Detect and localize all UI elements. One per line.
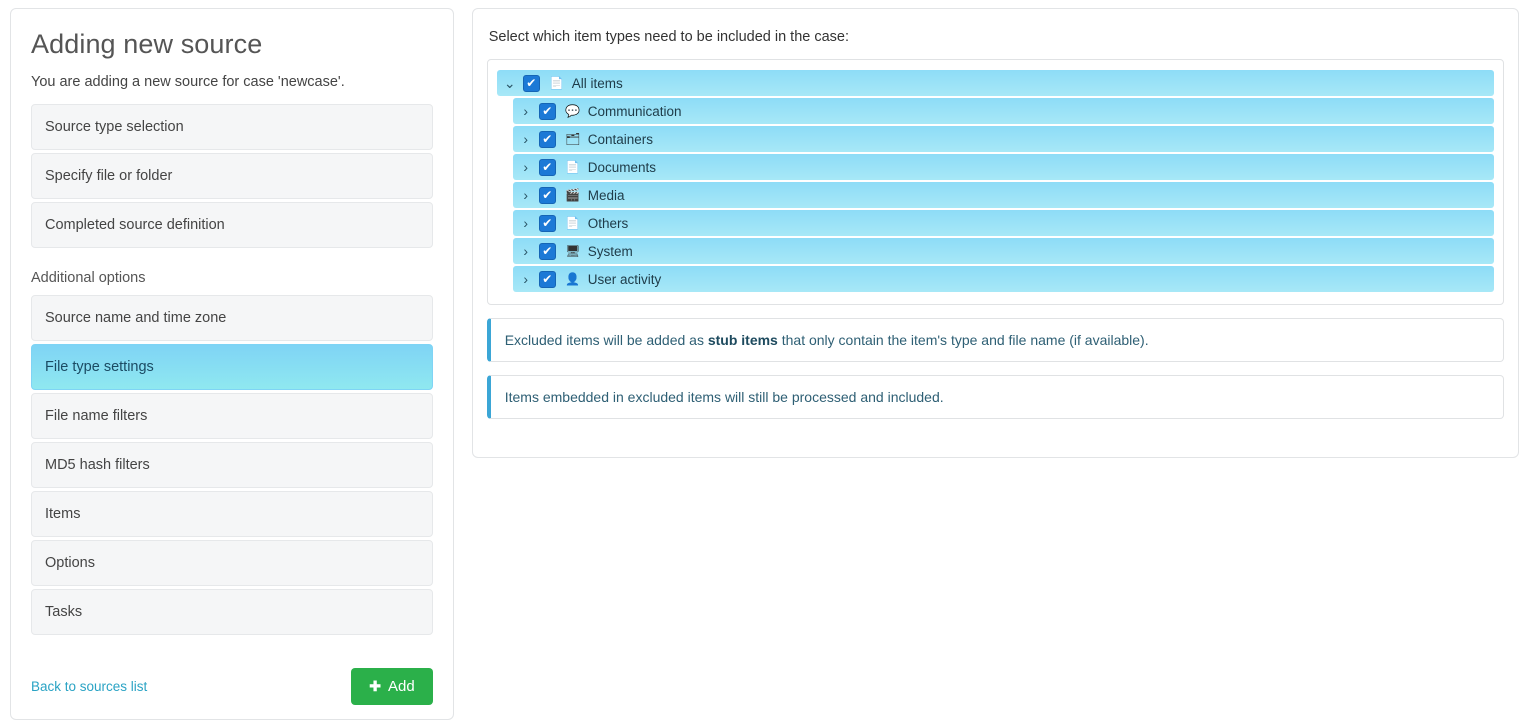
chevron-right-icon[interactable]: › [523,159,529,175]
tree-row[interactable] [513,210,1494,236]
back-to-sources-list-link[interactable]: Back to sources list [31,679,148,694]
tree-node-label: Communication [587,103,682,119]
documents-icon: 📄 [565,160,581,174]
stub-items-note [487,318,1504,362]
embedded-items-note-text: Items embedded in excluded items will still be processed and included. [504,389,944,405]
tree-row[interactable] [513,154,1494,180]
checkbox-all-items[interactable]: ✔ [523,75,540,92]
additional-options-list [31,295,433,635]
tree-row[interactable] [513,98,1494,124]
tree-node-label: Media [587,187,625,203]
step-completed-source-definition[interactable]: Completed source definition [31,202,433,248]
user-activity-icon: 👤 [565,272,581,286]
sidebar-item-source-name-and-time-zone[interactable]: Source name and time zone [31,295,433,341]
checkbox-communication[interactable]: ✔ [539,103,556,120]
checkbox-others[interactable]: ✔ [539,215,556,232]
item-types-instruction: Select which item types need to be included in the case: [488,29,850,45]
page-title: Adding new source [31,29,263,59]
checkbox-media[interactable]: ✔ [539,187,556,204]
wizard-steps [31,104,433,248]
tree-row[interactable] [513,238,1494,264]
communication-icon: 💬 [565,104,581,118]
step-source-type-selection[interactable]: Source type selection [31,104,433,150]
item-type-tree [487,59,1504,305]
add-button-label: Add [388,678,415,695]
chevron-down-icon[interactable]: ⌄ [503,75,516,91]
stub-items-note-suffix: that only contain the item's type and file name (if available). [777,332,1149,348]
tree-row[interactable] [513,126,1494,152]
chevron-right-icon[interactable]: › [523,187,529,203]
tree-node-label: All items [571,75,623,91]
others-icon: 📄 [565,216,581,230]
tree-node-label: Others [587,215,629,231]
tree-row[interactable] [513,266,1494,292]
tree-node-label: Containers [587,131,654,147]
chevron-right-icon[interactable]: › [523,103,529,119]
sidebar-item-tasks[interactable]: Tasks [31,589,433,635]
tree-node-label: System [587,243,633,259]
chevron-right-icon[interactable]: › [523,131,529,147]
page-subtitle: You are adding a new source for case 'newcase'. [31,74,345,90]
chevron-right-icon[interactable]: › [523,243,529,259]
file-type-settings-panel [472,8,1519,458]
containers-icon: 🗂 [565,132,581,146]
stub-items-note-prefix: Excluded items will be added as [504,332,708,348]
sidebar-item-file-name-filters[interactable]: File name filters [31,393,433,439]
system-icon: 🖥 [565,244,581,258]
additional-options-label: Additional options [31,270,146,286]
tree-row[interactable] [497,70,1494,96]
wizard-footer [31,668,433,705]
add-button[interactable] [351,668,432,705]
tree-node-label: Documents [587,159,656,175]
document-icon: 📄 [549,76,565,90]
plus-icon: ✚ [369,678,382,694]
media-icon: 🎬 [565,188,581,202]
sidebar-item-file-type-settings[interactable]: File type settings [31,344,433,390]
checkbox-documents[interactable]: ✔ [539,159,556,176]
step-specify-file-or-folder[interactable]: Specify file or folder [31,153,433,199]
embedded-items-note [487,375,1504,419]
chevron-right-icon[interactable]: › [523,215,529,231]
tree-node-label: User activity [587,271,662,287]
sidebar-item-items[interactable]: Items [31,491,433,537]
sidebar-item-md5-hash-filters[interactable]: MD5 hash filters [31,442,433,488]
checkbox-system[interactable]: ✔ [539,243,556,260]
sidebar-item-options[interactable]: Options [31,540,433,586]
checkbox-containers[interactable]: ✔ [539,131,556,148]
stub-items-note-bold: stub items [707,332,778,348]
chevron-right-icon[interactable]: › [523,271,529,287]
checkbox-user-activity[interactable]: ✔ [539,271,556,288]
tree-row[interactable] [513,182,1494,208]
wizard-panel [10,8,454,720]
